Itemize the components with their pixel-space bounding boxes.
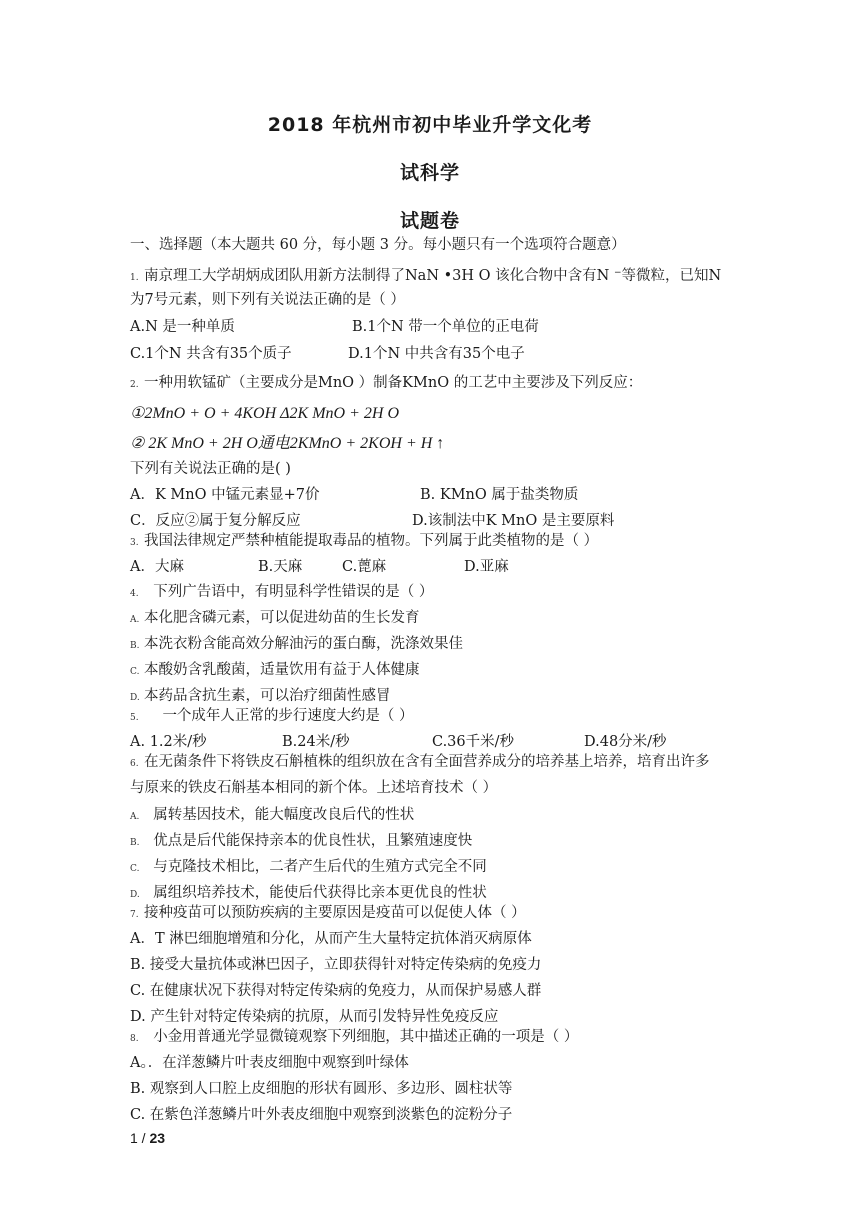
q6-label-d: D.: [130, 890, 140, 900]
q2-option-d: D.该制法中K MnO 是主要原料: [412, 513, 615, 529]
q2-option-b: B. KMnO 属于盐类物质: [420, 487, 579, 503]
q6-option-b: [130, 832, 472, 852]
q2-equation-1: ①2MnO + O + 4KOH Δ2K MnO + 2H O: [130, 405, 400, 422]
q8-stem-text: 小金用普通光学显微镜观察下列细胞，其中描述正确的一项是（ ）: [153, 1029, 579, 1045]
title-line-3: 试题卷: [399, 210, 460, 232]
q6-option-d-text: 属组织培养技术，能使后代获得比亲本更优良的性状: [153, 885, 487, 901]
q3-option-d: D.亚麻: [464, 559, 509, 575]
q6-number: 6.: [130, 759, 139, 769]
q3-option-a: A．大麻: [130, 559, 184, 575]
q5-option-d: D.48分米/秒: [584, 734, 667, 750]
q6-option-a: [130, 806, 414, 826]
q5-option-b: B.24米/秒: [282, 734, 350, 750]
q2-stem-text: 一种用软锰矿（主要成分是MnO ）制备KMnO 的工艺中主要涉及下列反应：: [144, 375, 643, 391]
page-number: 1: [130, 1130, 138, 1146]
q4-option-a: [130, 609, 420, 629]
page-total: 23: [149, 1130, 166, 1146]
q2-option-c: C．反应②属于复分解反应: [130, 513, 301, 529]
q6-option-a-text: 属转基因技术，能大幅度改良后代的性状: [153, 807, 415, 823]
q7-stem-text: 接种疫苗可以预防疾病的主要原因是疫苗可以促使人体（ ）: [144, 905, 526, 921]
q6-label-a: A.: [130, 812, 140, 822]
q6-option-d: [130, 884, 487, 904]
q6-option-c: [130, 858, 487, 878]
section-heading: 一、选择题（本大题共 60 分，每小题 3 分。每小题只有一个选项符合题意）: [130, 237, 626, 253]
q4-option-b: [130, 635, 463, 655]
title-line-2: 试科学: [399, 162, 460, 184]
page-separator: /: [137, 1130, 150, 1146]
q7-number: 7.: [130, 910, 139, 920]
q5-stem-text: 一个成年人正常的步行速度大约是（ ）: [162, 708, 414, 724]
q4-option-a-text: 本化肥含磷元素，可以促进幼苗的生长发育: [144, 610, 420, 626]
q4-label-a: A.: [130, 615, 140, 625]
q3-stem: [130, 532, 598, 552]
q4-stem-text: 下列广告语中，有明显科学性错误的是（ ）: [153, 584, 434, 600]
q1-sup: −: [613, 268, 622, 278]
q4-option-c-text: 本酸奶含乳酸菌，适量饮用有益于人体健康: [144, 662, 420, 678]
q1-stem-a: 南京理工大学胡炳成团队用新方法制得了NaN •3H O 该化合物中含有N: [144, 268, 614, 284]
q4-label-b: B.: [130, 641, 140, 651]
q4-option-b-text: 本洗衣粉含能高效分解油污的蛋白酶，洗涤效果佳: [144, 636, 463, 652]
q2-equation-2: ② 2K MnO + 2H O通电2KMnO + 2KOH + H ↑: [130, 435, 445, 452]
q4-stem: [130, 583, 433, 603]
q6-stem-line1: [130, 753, 710, 773]
q2-number: 2.: [130, 380, 139, 390]
q7-stem: [130, 904, 526, 924]
q1-stem-line2: 为7号元素，则下列有关说法正确的是（ ）: [130, 292, 405, 308]
q3-option-c: C.蓖麻: [342, 559, 387, 575]
q3-option-b: B.天麻: [258, 559, 303, 575]
q7-option-b: B. 接受大量抗体或淋巴因子，立即获得针对特定传染病的免疫力: [130, 957, 542, 973]
q1-option-d: D.1个N 中共含有35个电子: [348, 346, 525, 362]
q5-stem: [130, 707, 414, 727]
q4-option-d: [130, 687, 391, 707]
title-line-1: 2018 年杭州市初中毕业升学文化考: [267, 114, 593, 136]
q5-number: 5.: [130, 713, 139, 723]
q7-option-d: D. 产生针对特定传染病的抗原，从而引发特异性免疫反应: [130, 1009, 499, 1025]
page-footer: [130, 1130, 165, 1146]
q6-label-b: B.: [130, 838, 140, 848]
q6-stem-a: 在无菌条件下将铁皮石斛植株的组织放在含有全面营养成分的培养基上培养，培育出许多: [144, 754, 710, 770]
q6-label-c: C.: [130, 864, 140, 874]
q5-option-a: A. 1.2米/秒: [130, 734, 207, 750]
q8-stem: [130, 1028, 578, 1048]
q1-option-b: B.1个N 带一个单位的正电荷: [352, 319, 539, 335]
q8-option-b: B. 观察到人口腔上皮细胞的形状有圆形、多边形、圆柱状等: [130, 1081, 513, 1097]
q8-option-a: A。．在洋葱鳞片叶表皮细胞中观察到叶绿体: [130, 1055, 409, 1071]
q1-stem-line1: [130, 264, 721, 287]
q4-number: 4.: [130, 589, 139, 599]
q5-option-c: C.36千米/秒: [432, 734, 515, 750]
q2-ask: 下列有关说法正确的是( ): [130, 461, 291, 477]
q8-option-c: C. 在紫色洋葱鳞片叶外表皮细胞中观察到淡紫色的淀粉分子: [130, 1107, 513, 1123]
q4-option-c: [130, 661, 420, 681]
q6-option-b-text: 优点是后代能保持亲本的优良性状，且繁殖速度快: [153, 833, 473, 849]
q1-option-c: C.1个N 共含有35个质子: [130, 346, 292, 362]
q7-option-a: A．T 淋巴细胞增殖和分化，从而产生大量特定抗体消灭病原体: [130, 931, 532, 947]
q6-stem-line2: 与原来的铁皮石斛基本相同的新个体。上述培育技术（ ）: [130, 780, 498, 796]
q3-stem-text: 我国法律规定严禁种植能提取毒品的植物。下列属于此类植物的是（ ）: [144, 533, 599, 549]
q6-option-c-text: 与克隆技术相比，二者产生后代的生殖方式完全不同: [153, 859, 487, 875]
q2-option-a: A．K MnO 中锰元素显+7价: [130, 487, 320, 503]
q3-number: 3.: [130, 538, 139, 548]
q1-option-a: A.N 是一种单质: [130, 319, 235, 335]
q4-option-d-text: 本药品含抗生素，可以治疗细菌性感冒: [144, 688, 391, 704]
q1-number: 1.: [130, 273, 139, 283]
q4-label-d: D.: [130, 693, 140, 703]
q2-stem: [130, 374, 642, 394]
q4-label-c: C.: [130, 667, 140, 677]
q8-number: 8.: [130, 1034, 139, 1044]
q7-option-c: C. 在健康状况下获得对特定传染病的免疫力，从而保护易感人群: [130, 983, 542, 999]
q1-stem-b: 等微粒，已知N: [621, 268, 722, 284]
